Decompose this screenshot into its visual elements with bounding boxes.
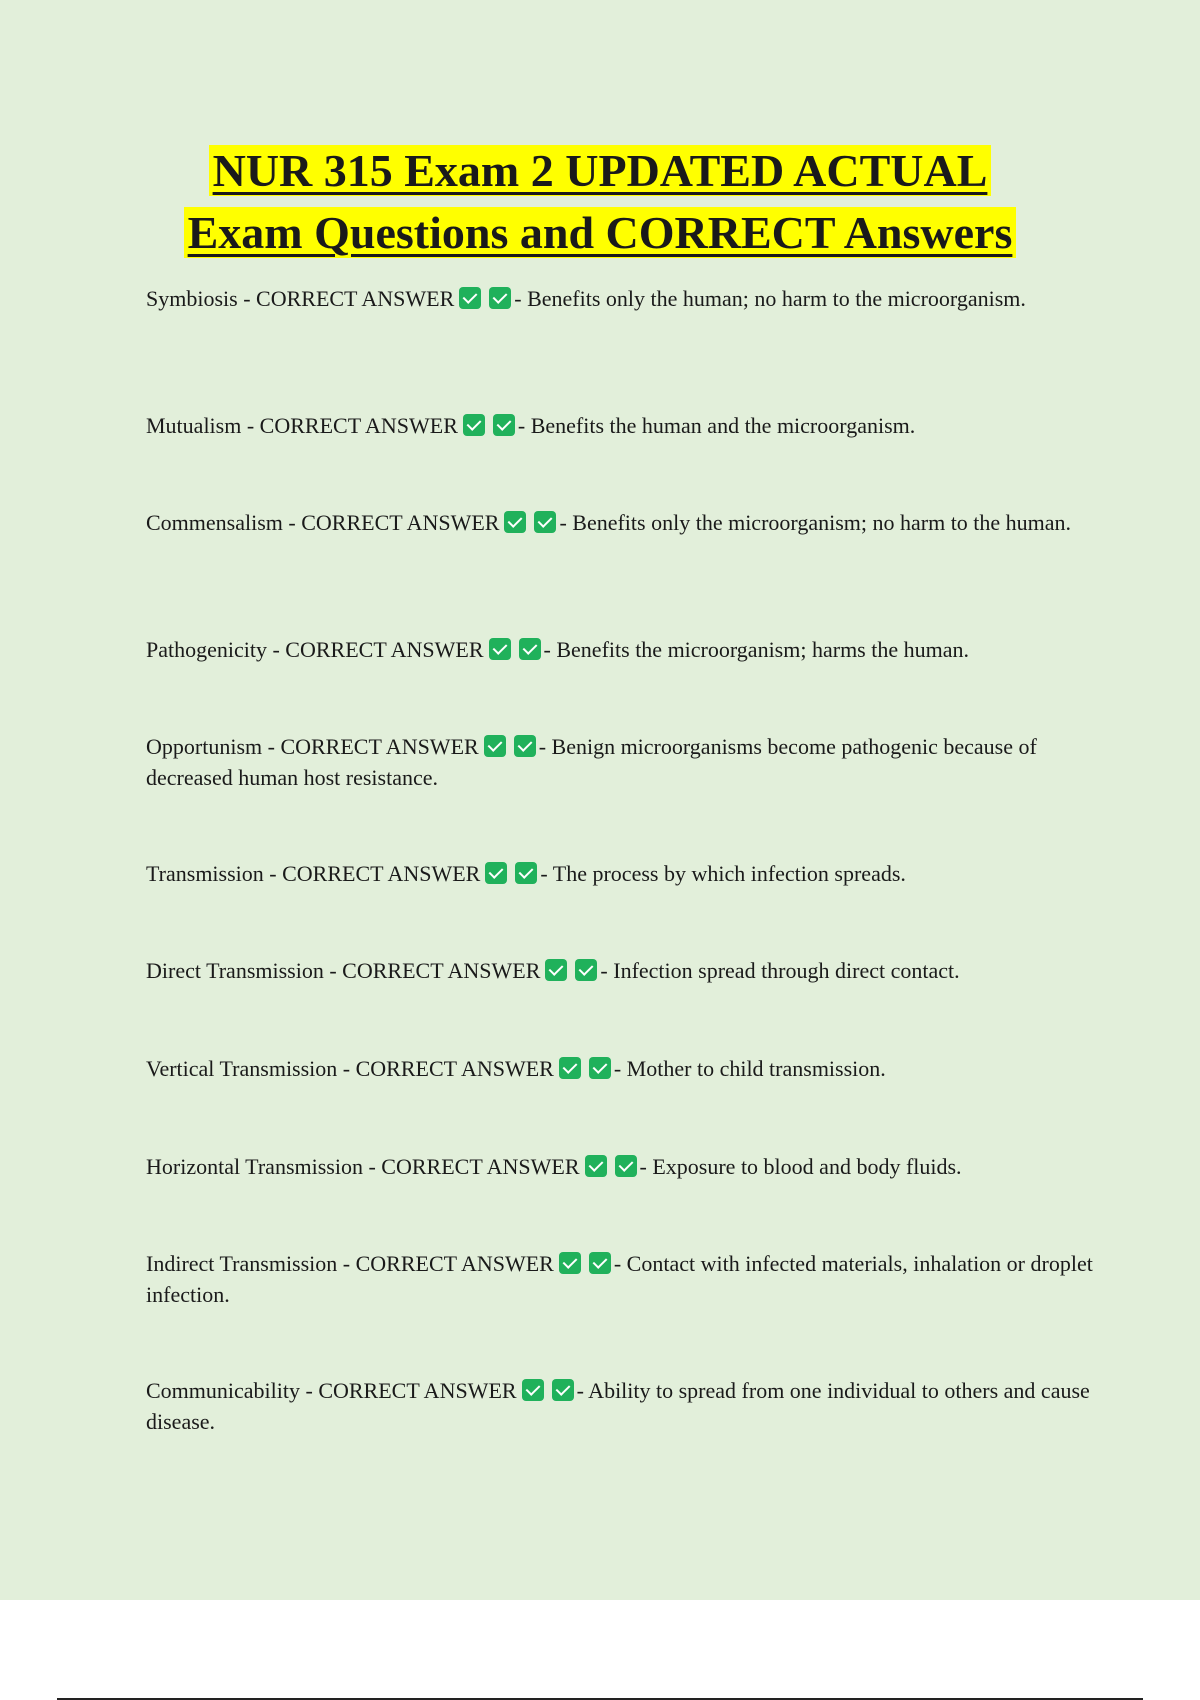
qa-item-mutualism — [146, 410, 1096, 441]
qa-term: Commensalism — [146, 510, 283, 535]
qa-answer: - Benefits only the microorganism; no harm to the human. — [559, 510, 1072, 535]
qa-term: Direct Transmission — [146, 958, 324, 983]
checkmark-icon — [559, 1252, 581, 1274]
qa-item-communicability — [146, 1375, 1096, 1437]
qa-answer: - Mother to child transmission. — [613, 1056, 886, 1081]
qa-item-opportunism — [146, 731, 1096, 793]
checkmark-icon — [463, 414, 485, 436]
qa-marker: - CORRECT ANSWER — [288, 510, 500, 535]
qa-answer: - The process by which infection spreads. — [540, 861, 906, 886]
qa-answer: - Benefits the human and the microorganism. — [517, 413, 916, 438]
qa-item-vertical-transmission — [146, 1053, 1096, 1084]
checkmark-icon — [484, 735, 506, 757]
qa-term: Pathogenicity — [146, 637, 267, 662]
checkmark-icon — [489, 638, 511, 660]
checkmark-icon — [459, 287, 481, 309]
qa-item-horizontal-transmission — [146, 1151, 1096, 1182]
qa-marker: - CORRECT ANSWER — [305, 1378, 517, 1403]
qa-answer: - Benefits the microorganism; harms the human. — [543, 637, 969, 662]
title-line-1: NUR 315 Exam 2 UPDATED ACTUAL — [209, 145, 992, 196]
checkmark-icon — [552, 1379, 574, 1401]
qa-answer: - Contact with infected materials, inhalation or droplet infection. — [146, 1251, 1093, 1307]
qa-marker: - CORRECT ANSWER — [329, 958, 541, 983]
document-title — [0, 140, 1200, 264]
qa-item-symbiosis — [146, 283, 1096, 314]
checkmark-icon — [515, 862, 537, 884]
qa-item-direct-transmission — [146, 955, 1096, 986]
qa-answer: - Exposure to blood and body fluids. — [639, 1154, 962, 1179]
qa-item-indirect-transmission — [146, 1248, 1096, 1310]
qa-marker: - CORRECT ANSWER — [368, 1154, 580, 1179]
checkmark-icon — [485, 862, 507, 884]
qa-marker: - CORRECT ANSWER — [342, 1056, 554, 1081]
qa-term: Communicability — [146, 1378, 300, 1403]
qa-item-transmission — [146, 858, 1096, 889]
qa-answer: - Infection spread through direct contact. — [600, 958, 960, 983]
qa-term: Vertical Transmission — [146, 1056, 338, 1081]
checkmark-icon — [575, 959, 597, 981]
checkmark-icon — [489, 287, 511, 309]
qa-marker: - CORRECT ANSWER — [243, 286, 455, 311]
checkmark-icon — [522, 1379, 544, 1401]
qa-term: Indirect Transmission — [146, 1251, 338, 1276]
qa-answer: - Benign microorganisms become pathogenic because of decreased human host resistance. — [146, 734, 1037, 790]
qa-item-pathogenicity — [146, 634, 1096, 665]
checkmark-icon — [585, 1155, 607, 1177]
qa-marker: - CORRECT ANSWER — [272, 637, 484, 662]
qa-term: Mutualism — [146, 413, 242, 438]
qa-marker: - CORRECT ANSWER — [267, 734, 479, 759]
title-line-2: Exam Questions and CORRECT Answers — [184, 207, 1017, 258]
qa-term: Opportunism — [146, 734, 263, 759]
qa-answer: - Benefits only the human; no harm to the microorganism. — [514, 286, 1026, 311]
qa-term: Transmission — [146, 861, 264, 886]
checkmark-icon — [589, 1252, 611, 1274]
checkmark-icon — [534, 511, 556, 533]
qa-item-commensalism — [146, 507, 1096, 538]
qa-marker: - CORRECT ANSWER — [269, 861, 481, 886]
checkmark-icon — [519, 638, 541, 660]
checkmark-icon — [493, 414, 515, 436]
qa-marker: - CORRECT ANSWER — [246, 413, 458, 438]
qa-marker: - CORRECT ANSWER — [342, 1251, 554, 1276]
checkmark-icon — [504, 511, 526, 533]
checkmark-icon — [514, 735, 536, 757]
qa-term: Horizontal Transmission — [146, 1154, 363, 1179]
qa-term: Symbiosis — [146, 286, 238, 311]
qa-answer: - Ability to spread from one individual to others and cause disease. — [146, 1378, 1090, 1434]
checkmark-icon — [559, 1057, 581, 1079]
checkmark-icon — [615, 1155, 637, 1177]
checkmark-icon — [545, 959, 567, 981]
checkmark-icon — [589, 1057, 611, 1079]
